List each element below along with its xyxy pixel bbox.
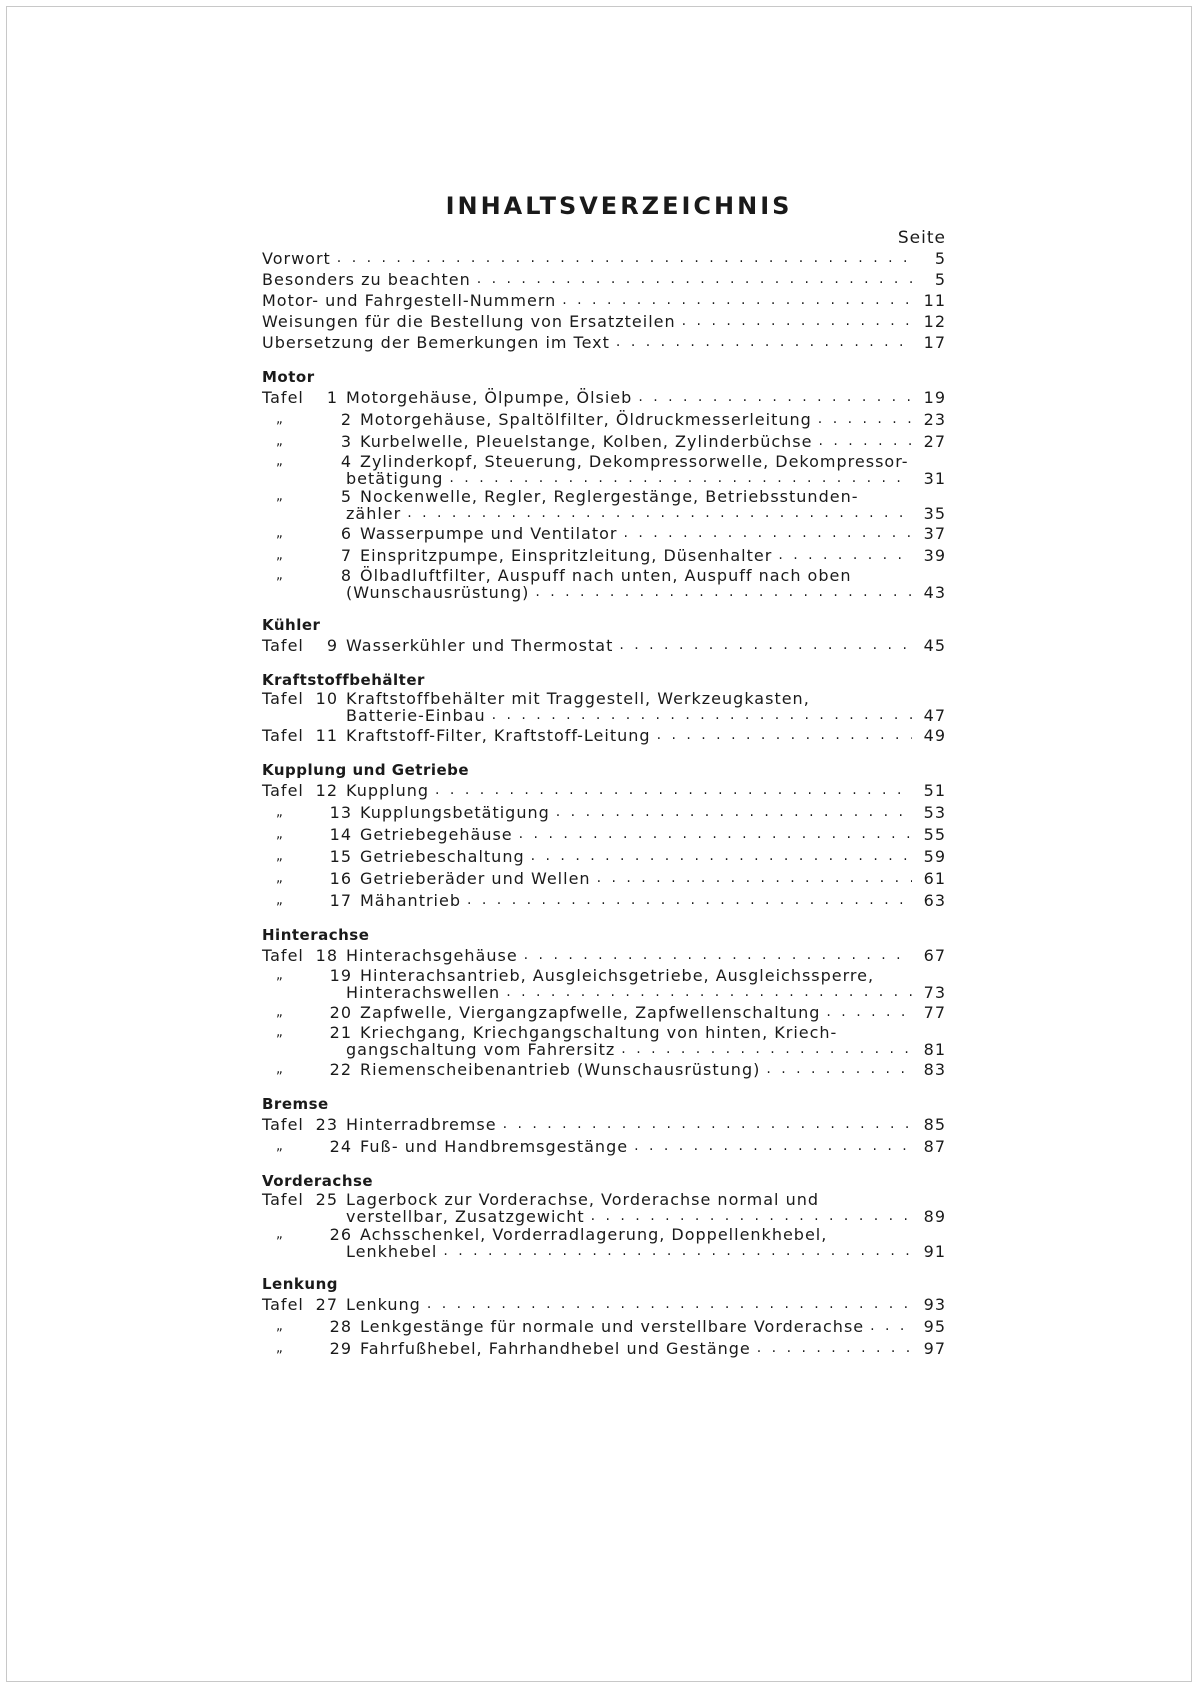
page-number: 77 — [923, 1003, 946, 1022]
tafel-prefix: „ — [276, 1227, 284, 1242]
page-number: 85 — [923, 1115, 946, 1134]
intro-list — [262, 248, 946, 353]
entry-title: Hinterradbremse — [346, 1115, 497, 1134]
dot-leader — [435, 780, 912, 801]
page-number: 83 — [923, 1060, 946, 1079]
entry-text-wrap — [360, 1059, 946, 1080]
tafel-prefix: „ — [276, 526, 284, 541]
section-heading: Hinterachse — [262, 926, 370, 944]
entry-title: Nockenwelle, Regler, Reglergestänge, Betriebsstunden- — [360, 487, 859, 506]
tafel-prefix: „ — [276, 489, 284, 504]
entry-title: Hinterachsgehäuse — [346, 946, 518, 965]
tafel-prefix: Tafel — [262, 726, 304, 745]
toc-section — [262, 367, 946, 601]
page-number: 73 — [923, 983, 946, 1002]
entry-title: Wasserpumpe und Ventilator — [360, 524, 618, 543]
tafel-prefix: „ — [276, 454, 284, 469]
dot-leader — [597, 868, 912, 889]
toc-entry — [262, 890, 946, 911]
dot-leader — [818, 409, 912, 430]
page-number: 87 — [923, 1137, 946, 1156]
tafel-number: 4 — [340, 452, 352, 471]
entry-second-line — [262, 584, 946, 601]
toc-section — [262, 1171, 946, 1260]
dot-leader — [619, 635, 912, 656]
page-number: 5 — [934, 249, 946, 268]
tafel-number: 21 — [329, 1023, 352, 1042]
tafel-prefix: Tafel — [262, 1295, 304, 1314]
dot-leader — [870, 1316, 912, 1337]
tafel-number: 23 — [315, 1115, 338, 1134]
section-heading: Lenkung — [262, 1275, 338, 1293]
section-heading: Vorderachse — [262, 1172, 374, 1190]
tafel-prefix: Tafel — [262, 1190, 304, 1209]
tafel-number: 1 — [326, 388, 338, 407]
entry-text-wrap — [360, 545, 946, 566]
entry-first-line — [262, 967, 946, 984]
tafel-number: 19 — [329, 966, 352, 985]
tafel-prefix: „ — [276, 548, 284, 563]
entry-title: Fuß- und Handbremsgestänge — [360, 1137, 629, 1156]
toc-label: Motor- und Fahrgestell-Nummern — [262, 291, 557, 310]
entry-second-line — [262, 1208, 946, 1225]
page-number: 53 — [923, 803, 946, 822]
entry-text-wrap — [360, 523, 946, 544]
toc-entry — [262, 545, 946, 566]
entry-text-wrap — [360, 1338, 946, 1359]
toc-entry — [262, 824, 946, 845]
entry-title-continued: Batterie-Einbau — [346, 706, 486, 725]
tafel-number: 22 — [329, 1060, 352, 1079]
toc-entry — [262, 1338, 946, 1359]
tafel-number: 2 — [340, 410, 352, 429]
toc-entry — [262, 1024, 946, 1058]
entry-first-line — [262, 690, 946, 707]
page-number: 12 — [923, 312, 946, 331]
page-number: 55 — [923, 825, 946, 844]
toc-entry — [262, 690, 946, 724]
entry-text-wrap — [346, 1294, 946, 1315]
section-list — [262, 367, 946, 1359]
tafel-prefix: Tafel — [262, 388, 304, 407]
toc-section — [262, 615, 946, 656]
dot-leader — [616, 332, 912, 353]
tafel-number: 28 — [329, 1317, 352, 1336]
entry-first-line — [262, 488, 946, 505]
tafel-prefix: „ — [276, 434, 284, 449]
entry-title: Riemenscheibenantrieb (Wunschausrüstung) — [360, 1060, 761, 1079]
entry-text-wrap — [360, 802, 946, 823]
tafel-prefix: „ — [276, 1139, 284, 1154]
tafel-prefix: „ — [276, 568, 284, 583]
page-number: 61 — [923, 869, 946, 888]
tafel-prefix: Tafel — [262, 636, 304, 655]
toc-entry — [262, 1226, 946, 1260]
tafel-number: 15 — [329, 847, 352, 866]
entry-title: Kraftstoff-Filter, Kraftstoff-Leitung — [346, 726, 651, 745]
tafel-number: 10 — [315, 689, 338, 708]
toc-entry — [262, 523, 946, 544]
tafel-number: 9 — [326, 636, 338, 655]
dot-leader — [503, 1114, 912, 1135]
tafel-prefix: Tafel — [262, 1115, 304, 1134]
entry-text-wrap — [360, 1002, 946, 1023]
page-number: 45 — [923, 636, 946, 655]
toc-line — [262, 248, 946, 269]
tafel-number: 24 — [329, 1137, 352, 1156]
entry-title: Motorgehäuse, Spaltölfilter, Öldruckmesserleitung — [360, 410, 812, 429]
page-column-header: Seite — [897, 228, 946, 248]
tafel-number: 12 — [315, 781, 338, 800]
entry-title: Kraftstoffbehälter mit Traggestell, Werkzeugkasten, — [346, 689, 810, 708]
tafel-prefix: „ — [276, 805, 284, 820]
entry-second-line — [262, 1243, 946, 1260]
entry-title: Ölbadluftfilter, Auspuff nach unten, Auspuff nach oben — [360, 566, 852, 585]
page-number: 49 — [923, 726, 946, 745]
dot-leader — [477, 269, 912, 290]
page-number: 39 — [923, 546, 946, 565]
toc-line — [262, 290, 946, 311]
toc-section — [262, 1094, 946, 1157]
tafel-number: 8 — [340, 566, 352, 585]
section-heading: Kühler — [262, 616, 321, 634]
tafel-number: 17 — [329, 891, 352, 910]
section-heading: Bremse — [262, 1095, 329, 1113]
toc-entry — [262, 1114, 946, 1135]
toc-entry — [262, 725, 946, 746]
toc-line — [262, 269, 946, 290]
entry-title: Lagerbock zur Vorderachse, Vorderachse normal und — [346, 1190, 820, 1209]
dot-leader — [826, 1002, 912, 1023]
page-number: 27 — [923, 432, 946, 451]
entry-first-line — [262, 1226, 946, 1243]
toc-entry — [262, 780, 946, 801]
dot-leader — [634, 1136, 912, 1157]
dot-leader — [492, 707, 912, 724]
tafel-prefix: „ — [276, 1341, 284, 1356]
dot-leader — [778, 545, 912, 566]
tafel-prefix: „ — [276, 849, 284, 864]
toc-entry — [262, 1059, 946, 1080]
page-number: 81 — [923, 1040, 946, 1059]
toc-entry — [262, 868, 946, 889]
dot-leader — [467, 890, 912, 911]
entry-title: Mähantrieb — [360, 891, 461, 910]
entry-text-wrap — [360, 1136, 946, 1157]
page-number: 67 — [923, 946, 946, 965]
entry-title: Kupplungsbetätigung — [360, 803, 550, 822]
entry-text-wrap — [360, 846, 946, 867]
entry-text-wrap — [346, 945, 946, 966]
section-heading: Kupplung und Getriebe — [262, 761, 470, 779]
toc-entry — [262, 635, 946, 656]
dot-leader — [524, 945, 912, 966]
tafel-number: 6 — [340, 524, 352, 543]
toc-entry — [262, 1136, 946, 1157]
dot-leader — [449, 470, 912, 487]
dot-leader — [562, 290, 912, 311]
tafel-prefix: „ — [276, 968, 284, 983]
entry-text-wrap — [360, 1316, 946, 1337]
entry-second-line — [262, 707, 946, 724]
toc-section — [262, 925, 946, 1080]
entry-text-wrap — [360, 431, 946, 452]
tafel-prefix: Tafel — [262, 781, 304, 800]
page-number: 93 — [923, 1295, 946, 1314]
entry-title: Lenkgestänge für normale und verstellbare Vorderachse — [360, 1317, 865, 1336]
entry-title-continued: betätigung — [346, 469, 444, 488]
entry-title-continued: Lenkhebel — [346, 1242, 438, 1261]
entry-text-wrap — [346, 1114, 946, 1135]
dot-leader — [638, 387, 912, 408]
entry-title: Zylinderkopf, Steuerung, Dekompressorwelle, Dekompressor- — [360, 452, 909, 471]
toc-entry — [262, 453, 946, 487]
tafel-prefix: „ — [276, 1005, 284, 1020]
tafel-number: 7 — [340, 546, 352, 565]
section-heading: Kraftstoffbehälter — [262, 671, 425, 689]
entry-text-wrap — [346, 780, 946, 801]
page-number: 97 — [923, 1339, 946, 1358]
entry-title: Kriechgang, Kriechgangschaltung von hinten, Kriech- — [360, 1023, 838, 1042]
entry-text-wrap — [360, 409, 946, 430]
tafel-number: 3 — [340, 432, 352, 451]
entry-text-wrap — [360, 824, 946, 845]
dot-leader — [818, 431, 912, 452]
toc-line — [262, 311, 946, 332]
page-number: 63 — [923, 891, 946, 910]
page-number: 95 — [923, 1317, 946, 1336]
page-number: 17 — [923, 333, 946, 352]
page-number: 51 — [923, 781, 946, 800]
entry-first-line — [262, 1024, 946, 1041]
tafel-prefix: „ — [276, 1062, 284, 1077]
toc-entry — [262, 1191, 946, 1225]
entry-second-line — [262, 984, 946, 1001]
dot-leader — [556, 802, 912, 823]
page-number: 19 — [923, 388, 946, 407]
entry-title: Einspritzpumpe, Einspritzleitung, Düsenhalter — [360, 546, 773, 565]
tafel-number: 5 — [340, 487, 352, 506]
toc-entry — [262, 488, 946, 522]
toc-section — [262, 760, 946, 911]
toc-entry — [262, 431, 946, 452]
entry-title: Getriebegehäuse — [360, 825, 513, 844]
entry-title: Fahrfußhebel, Fahrhandhebel und Gestänge — [360, 1339, 751, 1358]
toc-entry — [262, 387, 946, 408]
page-number: 43 — [923, 583, 946, 602]
entry-text-wrap — [346, 635, 946, 656]
dot-leader — [682, 311, 912, 332]
tafel-number: 14 — [329, 825, 352, 844]
toc-section — [262, 1274, 946, 1359]
tafel-prefix: Tafel — [262, 946, 304, 965]
entry-title-continued: verstellbar, Zusatzgewicht — [346, 1207, 585, 1226]
tafel-prefix: „ — [276, 1025, 284, 1040]
tafel-prefix: „ — [276, 1319, 284, 1334]
toc-section — [262, 670, 946, 746]
dot-leader — [337, 248, 912, 269]
dot-leader — [766, 1059, 912, 1080]
toc-entry — [262, 1002, 946, 1023]
entry-first-line — [262, 567, 946, 584]
entry-title-continued: Hinterachswellen — [346, 983, 501, 1002]
page-number: 11 — [923, 291, 946, 310]
tafel-number: 26 — [329, 1225, 352, 1244]
entry-text-wrap — [346, 725, 946, 746]
dot-leader — [591, 1208, 912, 1225]
entry-first-line — [262, 453, 946, 470]
dot-leader — [427, 1294, 912, 1315]
toc-entry — [262, 409, 946, 430]
dot-leader — [621, 1041, 912, 1058]
page-number: 31 — [923, 469, 946, 488]
section-heading: Motor — [262, 368, 315, 386]
tafel-prefix: „ — [276, 412, 284, 427]
dot-leader — [531, 846, 912, 867]
entry-title-continued: (Wunschausrüstung) — [346, 583, 530, 602]
dot-leader — [623, 523, 912, 544]
toc-label: Vorwort — [262, 249, 331, 268]
toc-line — [262, 332, 946, 353]
entry-title: Kurbelwelle, Pleuelstange, Kolben, Zylinderbüchse — [360, 432, 813, 451]
tafel-prefix: „ — [276, 893, 284, 908]
entry-title-continued: gangschaltung vom Fahrersitz — [346, 1040, 616, 1059]
toc-entry — [262, 1316, 946, 1337]
entry-title: Kupplung — [346, 781, 430, 800]
tafel-number: 13 — [329, 803, 352, 822]
entry-title: Hinterachsantrieb, Ausgleichsgetriebe, Ausgleichssperre, — [360, 966, 875, 985]
toc-entry — [262, 1294, 946, 1315]
tafel-number: 27 — [315, 1295, 338, 1314]
entry-text-wrap — [360, 868, 946, 889]
dot-leader — [535, 584, 912, 601]
page-number: 35 — [923, 504, 946, 523]
toc-entry — [262, 967, 946, 1001]
dot-leader — [519, 824, 912, 845]
dot-leader — [757, 1338, 912, 1359]
toc-entry — [262, 802, 946, 823]
page-number: 47 — [923, 706, 946, 725]
tafel-prefix: Tafel — [262, 689, 304, 708]
dot-leader — [407, 505, 912, 522]
toc-entry — [262, 945, 946, 966]
toc-label: Weisungen für die Bestellung von Ersatzteilen — [262, 312, 676, 331]
tafel-number: 29 — [329, 1339, 352, 1358]
entry-title: Motorgehäuse, Ölpumpe, Ölsieb — [346, 388, 633, 407]
entry-text-wrap — [360, 890, 946, 911]
entry-title: Zapfwelle, Viergangzapfwelle, Zapfwellenschaltung — [360, 1003, 821, 1022]
entry-title-continued: zähler — [346, 504, 402, 523]
page-number: 89 — [923, 1207, 946, 1226]
dot-leader — [443, 1243, 912, 1260]
entry-title: Achsschenkel, Vorderradlagerung, Doppellenkhebel, — [360, 1225, 828, 1244]
page-number: 5 — [934, 270, 946, 289]
dot-leader — [657, 725, 912, 746]
entry-title: Lenkung — [346, 1295, 421, 1314]
entry-title: Getrieberäder und Wellen — [360, 869, 591, 888]
entry-first-line — [262, 1191, 946, 1208]
entry-second-line — [262, 1041, 946, 1058]
entry-second-line — [262, 470, 946, 487]
table-of-contents — [262, 192, 946, 1360]
entry-text-wrap — [346, 387, 946, 408]
entry-second-line — [262, 505, 946, 522]
tafel-prefix: „ — [276, 871, 284, 886]
tafel-number: 11 — [315, 726, 338, 745]
tafel-number: 20 — [329, 1003, 352, 1022]
page-number: 91 — [923, 1242, 946, 1261]
toc-label: Besonders zu beachten — [262, 270, 471, 289]
tafel-prefix: „ — [276, 827, 284, 842]
tafel-number: 25 — [315, 1190, 338, 1209]
toc-entry — [262, 567, 946, 601]
page-title: INHALTSVERZEICHNIS — [445, 192, 793, 220]
tafel-number: 16 — [329, 869, 352, 888]
dot-leader — [506, 984, 912, 1001]
toc-label: Ubersetzung der Bemerkungen im Text — [262, 333, 610, 352]
entry-title: Getriebeschaltung — [360, 847, 525, 866]
entry-title: Wasserkühler und Thermostat — [346, 636, 614, 655]
page-number: 23 — [923, 410, 946, 429]
tafel-number: 18 — [315, 946, 338, 965]
page-number: 37 — [923, 524, 946, 543]
toc-entry — [262, 846, 946, 867]
page-number: 59 — [923, 847, 946, 866]
